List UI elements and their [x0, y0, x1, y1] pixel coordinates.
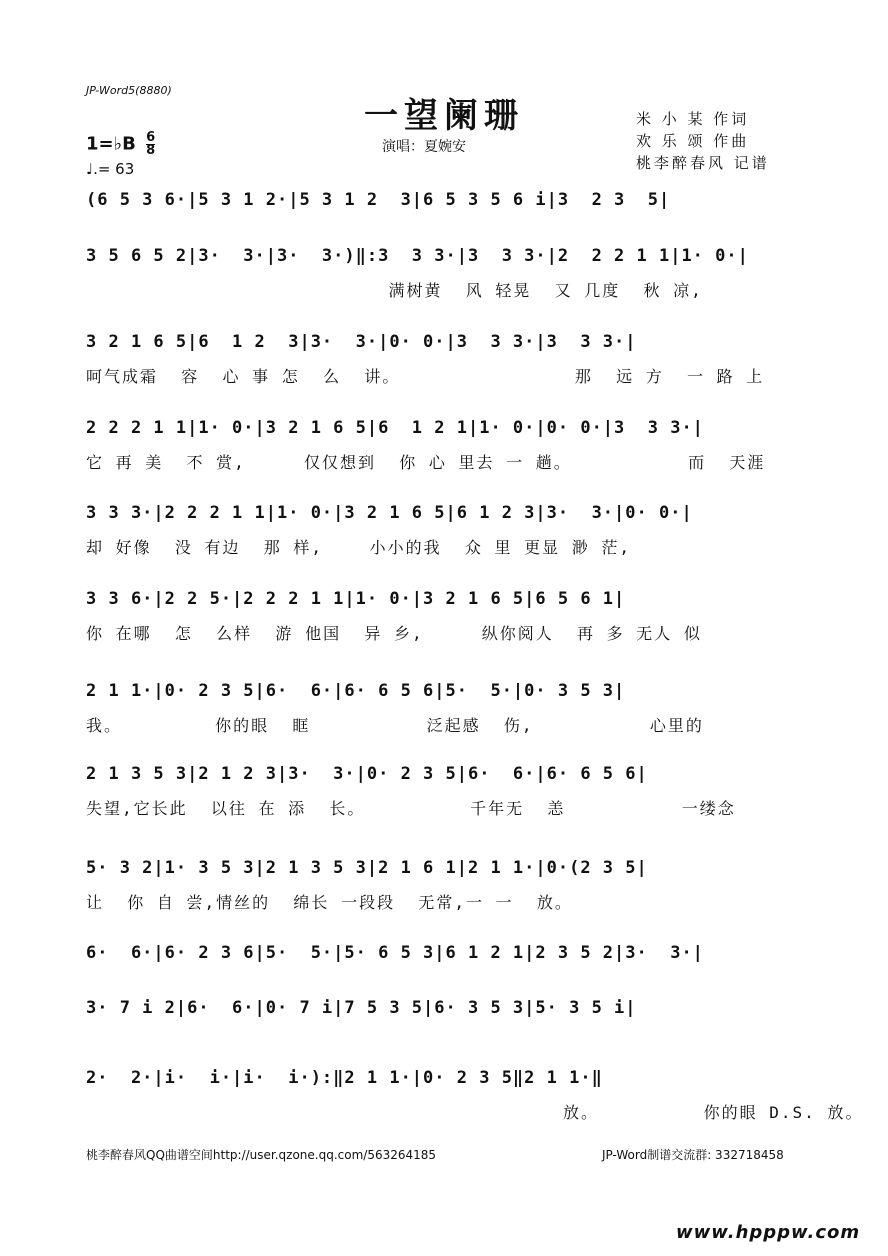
lyric-row: 你 在哪 怎 么样 游 他国 异 乡, 纵你阅人 再 多 无人 似 — [86, 624, 702, 643]
lyric-row: 却 好像 没 有边 那 样, 小小的我 众 里 更显 渺 茫, — [86, 538, 632, 557]
notation-row: 3 5 6 5 2|3· 3·|3· 3·)‖:3 3 3·|3 3 3·|2 2 2 1 1|1· 0·| — [86, 246, 749, 266]
footer-left: 桃李醉春风QQ曲谱空间http://user.qzone.qq.com/563264185 — [86, 1148, 437, 1162]
notation-row: 2 2 2 1 1|1· 0·|3 2 1 6 5|6 1 2 1|1· 0·|0· 0·|3 3 3·| — [86, 418, 704, 438]
notation-row: 3 3 6·|2 2 5·|2 2 2 1 1|1· 0·|3 2 1 6 5|6 5 6 1| — [86, 589, 626, 609]
singer-label: 演唱：夏婉安 — [382, 139, 466, 155]
credits — [636, 108, 770, 174]
composer-label: 欢 乐 颂 作曲 — [636, 132, 750, 150]
site-watermark: www.hpppw.com — [676, 1222, 861, 1243]
song-title: 一望阑珊 — [364, 96, 524, 136]
key-label: 1=♭B — [86, 133, 136, 155]
notation-row: 5· 3 2|1· 3 5 3|2 1 3 5 3|2 1 6 1|2 1 1·|0·(2 3 5| — [86, 858, 648, 878]
notation-row: (6 5 3 6·|5 3 1 2·|5 3 1 2 3|6 5 3 5 6 i|3 2 3 5| — [86, 190, 671, 210]
notation-row: 6· 6·|6· 2 3 6|5· 5·|5· 6 5 3|6 1 2 1|2 3 5 2|3· 3·| — [86, 943, 704, 963]
lyric-row: 失望,它长此 以往 在 添 长。 千年无 恙 一缕念 — [86, 799, 736, 818]
time-bottom: 8 — [146, 143, 156, 158]
lyric-row: 它 再 美 不 赏, 仅仅想到 你 心 里去 一 趟。 而 天涯 — [86, 453, 766, 472]
tempo-label: ♩.= 63 — [86, 160, 135, 178]
lyric-row: 我。 你的眼 眶 泛起感 伤, 心里的 — [86, 716, 704, 735]
time-top: 6 — [146, 130, 156, 145]
notation-row: 2 1 1·|0· 2 3 5|6· 6·|6· 6 5 6|5· 5·|0· 3 5 3| — [86, 681, 626, 701]
lyric-row: 让 你 自 尝,情丝的 绵长 一段段 无常,一 一 放。 — [86, 893, 573, 912]
notation-row: 3 2 1 6 5|6 1 2 3|3· 3·|0· 0·|3 3 3·|3 3 3·| — [86, 332, 637, 352]
time-signature — [146, 132, 155, 157]
notation-row: 2· 2·|i· i·|i· i·):‖2 1 1·|0· 2 3 5‖2 1 1·‖ — [86, 1068, 603, 1088]
notation-row: 2 1 3 5 3|2 1 2 3|3· 3·|0· 2 3 5|6· 6·|6· 6 5 6| — [86, 764, 648, 784]
notation-row: 3 3 3·|2 2 2 1 1|1· 0·|3 2 1 6 5|6 1 2 3|3· 3·|0· 0·| — [86, 503, 693, 523]
lyric-row: 呵气成霜 容 心 事 怎 么 讲。 那 远 方 一 路 上 — [86, 367, 765, 386]
lyric-row: 放。 你的眼 D.S. 放。 — [86, 1103, 864, 1122]
software-label: JP-Word5(8880) — [86, 84, 172, 97]
lyricist-label: 米 小 某 作词 — [636, 110, 750, 128]
lyric-row: 满树黄 风 轻晃 又 几度 秋 凉, — [86, 281, 703, 300]
notation-row: 3· 7 i 2|6· 6·|0· 7 i|7 5 3 5|6· 3 5 3|5· 3 5 i| — [86, 998, 637, 1018]
footer-right: JP-Word制谱交流群: 332718458 — [602, 1148, 784, 1162]
key-signature — [86, 132, 155, 157]
transcriber-label: 桃李醉春风 记谱 — [636, 154, 770, 172]
